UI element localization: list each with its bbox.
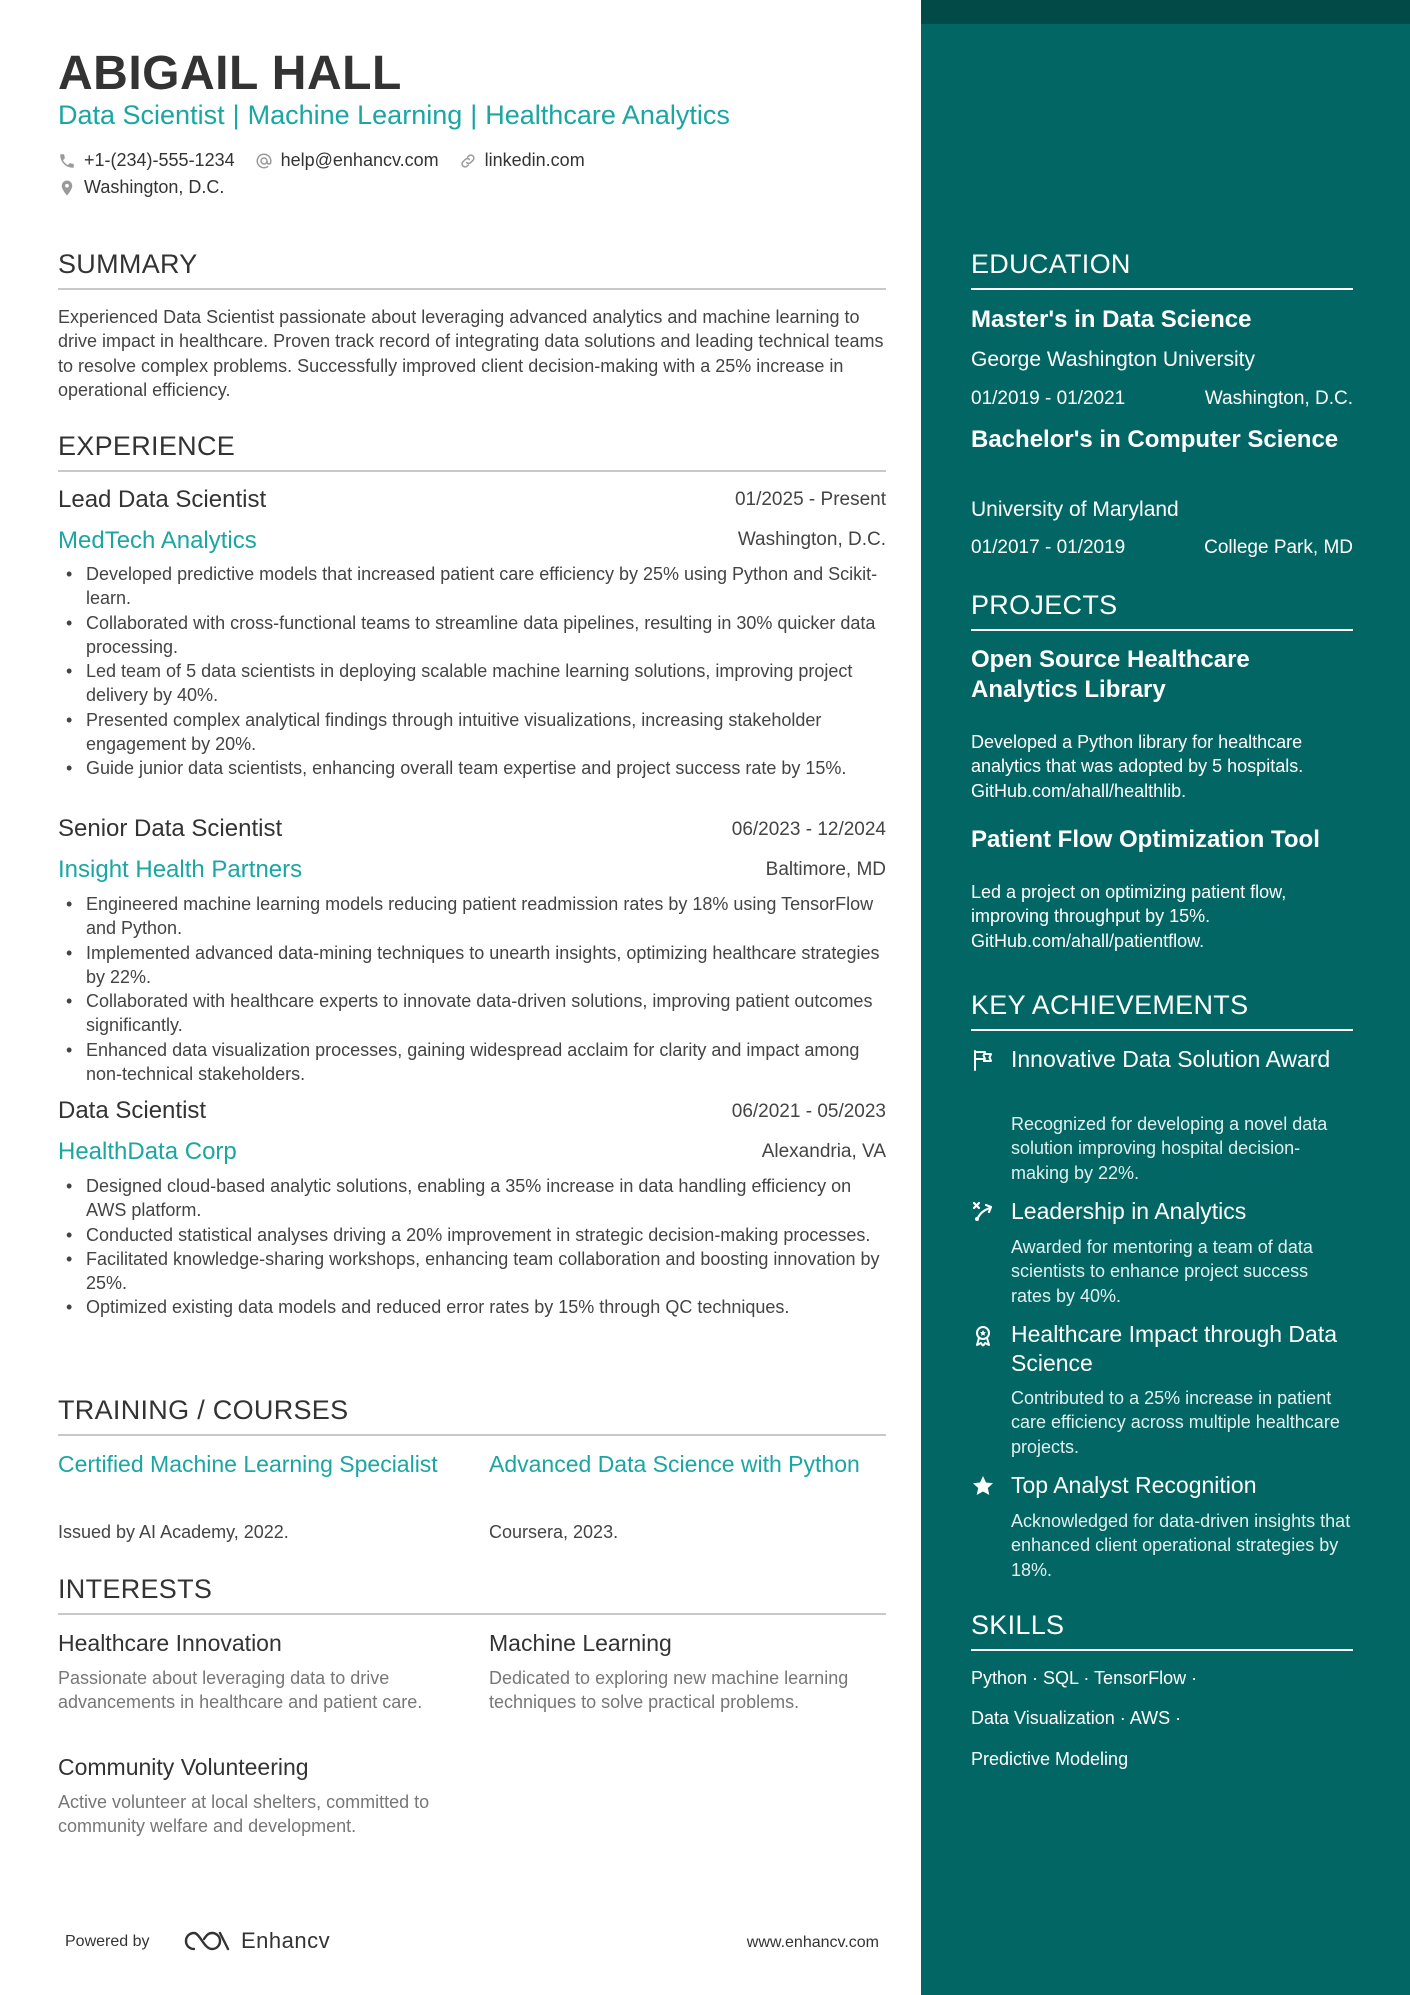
course-issuer: Issued by AI Academy, 2022. — [58, 1522, 289, 1542]
sidebar — [921, 0, 1410, 1995]
job-location: Baltimore, MD — [765, 859, 886, 880]
education-school: University of Maryland — [971, 498, 1179, 521]
bullet-item: • Implemented advanced data-mining techniques to unearth insights, optimizing healthcare strategies by 22%. — [58, 941, 888, 990]
projects-section-title: PROJECTS — [971, 590, 1353, 631]
job-title: Data Scientist — [58, 1097, 207, 1124]
email-text: help@enhancv.com — [280, 150, 439, 170]
interest-description: Passionate about leveraging data to drive advancements in healthcare and patient care. — [58, 1668, 423, 1713]
skills-section-title: SKILLS — [971, 1610, 1353, 1651]
summary-text: Experienced Data Scientist passionate about leveraging advanced analytics and machine learning to drive impact in healthcare. Proven track record of integrating data solutions and leading technical teams to resolve complex problems. Successfully improved client decision-making with a 25% increase in operational efficiency. — [58, 307, 884, 400]
project-description: Led a project on optimizing patient flow, improving throughput by 15%. GitHub.com/ahall/patientflow. — [971, 882, 1287, 951]
job-dates: 06/2023 - 12/2024 — [731, 819, 886, 840]
achievement-title: Innovative Data Solution Award — [1011, 1046, 1331, 1072]
course-issuer: Coursera, 2023. — [489, 1522, 619, 1542]
email-contact[interactable] — [255, 150, 439, 171]
location-text: Washington, D.C. — [84, 177, 225, 197]
job-dates: 01/2025 - Present — [734, 489, 886, 510]
education-location: College Park, MD — [1204, 537, 1353, 558]
job-location: Washington, D.C. — [737, 529, 886, 550]
training-section-title: TRAINING / COURSES — [58, 1395, 886, 1436]
phone-text: +1-(234)-555-1234 — [84, 150, 235, 170]
bullet-item: • Presented complex analytical findings through intuitive visualizations, increasing stakeholder engagement by 20%. — [58, 708, 888, 757]
job-bullets — [58, 1174, 888, 1320]
education-school: George Washington University — [971, 348, 1256, 371]
skills-line: Data Visualization · AWS · — [971, 1708, 1182, 1728]
achievement-description: Contributed to a 25% increase in patient care efficiency across multiple healthcare projects. — [1011, 1388, 1340, 1457]
interest-title: Machine Learning — [489, 1630, 672, 1656]
skills-line: Predictive Modeling — [971, 1749, 1129, 1769]
phone-icon — [58, 152, 76, 170]
enhancv-logo-icon — [183, 1928, 231, 1954]
phone-contact[interactable] — [58, 150, 235, 171]
candidate-name: ABIGAIL HALL — [58, 47, 402, 100]
job-company[interactable]: HealthData Corp — [58, 1138, 237, 1165]
bullet-item: • Collaborated with healthcare experts to innovate data-driven solutions, improving patient outcomes significantly. — [58, 989, 888, 1038]
bullet-item: • Engineered machine learning models reducing patient readmission rates by 18% using TensorFlow and Python. — [58, 892, 888, 941]
interest-description: Dedicated to exploring new machine learning techniques to solve practical problems. — [489, 1668, 849, 1713]
project-title: Patient Flow Optimization Tool — [971, 826, 1320, 853]
achievement-title: Top Analyst Recognition — [1011, 1472, 1257, 1498]
interest-title: Healthcare Innovation — [58, 1630, 282, 1656]
education-meta — [971, 388, 1353, 410]
bullet-item: • Led team of 5 data scientists in deploying scalable machine learning solutions, improving project delivery by 40%. — [58, 659, 888, 708]
star-icon — [971, 1474, 995, 1498]
enhancv-logo[interactable] — [183, 1928, 330, 1954]
bullet-item: • Guide junior data scientists, enhancing overall team expertise and project success rate by 15%. — [58, 756, 888, 780]
education-dates: 01/2019 - 01/2021 — [971, 388, 1126, 409]
bullet-item: • Designed cloud-based analytic solutions, enabling a 35% increase in data handling efficiency on AWS platform. — [58, 1174, 888, 1223]
education-degree: Master's in Data Science — [971, 306, 1252, 333]
achievement-description: Recognized for developing a novel data solution improving hospital decision-making by 22%. — [1011, 1114, 1328, 1183]
at-icon — [255, 152, 273, 170]
headline-role: Data Scientist — [58, 100, 225, 130]
job-bullets — [58, 892, 888, 1086]
link-icon — [459, 152, 477, 170]
job-title: Senior Data Scientist — [58, 815, 283, 842]
education-meta — [971, 537, 1353, 559]
headline-separator: | — [470, 100, 478, 130]
course-title[interactable]: Advanced Data Science with Python — [489, 1451, 860, 1477]
bullet-item: • Enhanced data visualization processes, gaining widespread acclaim for clarity and impact among non-technical stakeholders. — [58, 1038, 888, 1087]
headline-specialty: Machine Learning — [247, 100, 463, 130]
linkedin-text: linkedin.com — [484, 150, 585, 170]
headline-domain: Healthcare Analytics — [485, 100, 730, 130]
interests-section-title: INTERESTS — [58, 1574, 886, 1615]
headline — [58, 100, 730, 131]
location-row — [58, 177, 244, 198]
achievement-title: Leadership in Analytics — [1011, 1198, 1247, 1224]
location-contact — [58, 177, 224, 198]
bullet-item: • Developed predictive models that increased patient care efficiency by 25% using Python and Scikit-learn. — [58, 562, 888, 611]
footer-url[interactable]: www.enhancv.com — [746, 1934, 879, 1951]
summary-section-title: SUMMARY — [58, 249, 886, 290]
flag-icon — [971, 1048, 995, 1072]
achievement-title: Healthcare Impact through Data Science — [1011, 1321, 1338, 1376]
job-bullets — [58, 562, 888, 781]
education-dates: 01/2017 - 01/2019 — [971, 537, 1126, 558]
job-dates: 06/2021 - 05/2023 — [731, 1101, 886, 1122]
job-company[interactable]: Insight Health Partners — [58, 856, 303, 883]
strategy-icon — [971, 1200, 995, 1224]
achievements-section-title: KEY ACHIEVEMENTS — [971, 990, 1353, 1031]
enhancv-brand: Enhancv — [241, 1928, 331, 1953]
interest-title: Community Volunteering — [58, 1754, 309, 1780]
bullet-item: • Conducted statistical analyses driving a 20% improvement in strategic decision-making processes. — [58, 1223, 888, 1247]
achievement-description: Acknowledged for data-driven insights that enhanced client operational strategies by 18%. — [1011, 1511, 1351, 1580]
job-title: Lead Data Scientist — [58, 486, 267, 513]
contact-row — [58, 150, 605, 171]
job-location: Alexandria, VA — [761, 1141, 886, 1162]
job-company[interactable]: MedTech Analytics — [58, 527, 257, 554]
bullet-item: • Optimized existing data models and reduced error rates by 15% through QC techniques. — [58, 1295, 888, 1319]
experience-section-title: EXPERIENCE — [58, 431, 886, 472]
project-title: Open Source Healthcare Analytics Library — [971, 646, 1250, 703]
interest-description: Active volunteer at local shelters, committed to community welfare and development. — [58, 1792, 430, 1837]
headline-separator: | — [232, 100, 240, 130]
project-description: Developed a Python library for healthcare analytics that was adopted by 5 hospitals. GitHub.com/ahall/healthlib. — [971, 732, 1304, 801]
bullet-item: • Facilitated knowledge-sharing workshops, enhancing team collaboration and boosting innovation by 25%. — [58, 1247, 888, 1296]
education-section-title: EDUCATION — [971, 249, 1353, 290]
location-pin-icon — [58, 179, 76, 197]
bullet-item: • Collaborated with cross-functional teams to streamline data pipelines, resulting in 30% quicker data processing. — [58, 611, 888, 660]
linkedin-contact[interactable] — [459, 150, 585, 171]
powered-by-label: Powered by — [65, 1933, 150, 1950]
medal-icon — [971, 1324, 995, 1348]
achievement-description: Awarded for mentoring a team of data scientists to enhance project success rates by 40%. — [1011, 1237, 1313, 1306]
course-title[interactable]: Certified Machine Learning Specialist — [58, 1451, 438, 1477]
sidebar-top-bar — [921, 0, 1410, 24]
skills-line: Python · SQL · TensorFlow · — [971, 1668, 1198, 1688]
education-location: Washington, D.C. — [1204, 388, 1353, 409]
education-degree: Bachelor's in Computer Science — [971, 426, 1339, 453]
